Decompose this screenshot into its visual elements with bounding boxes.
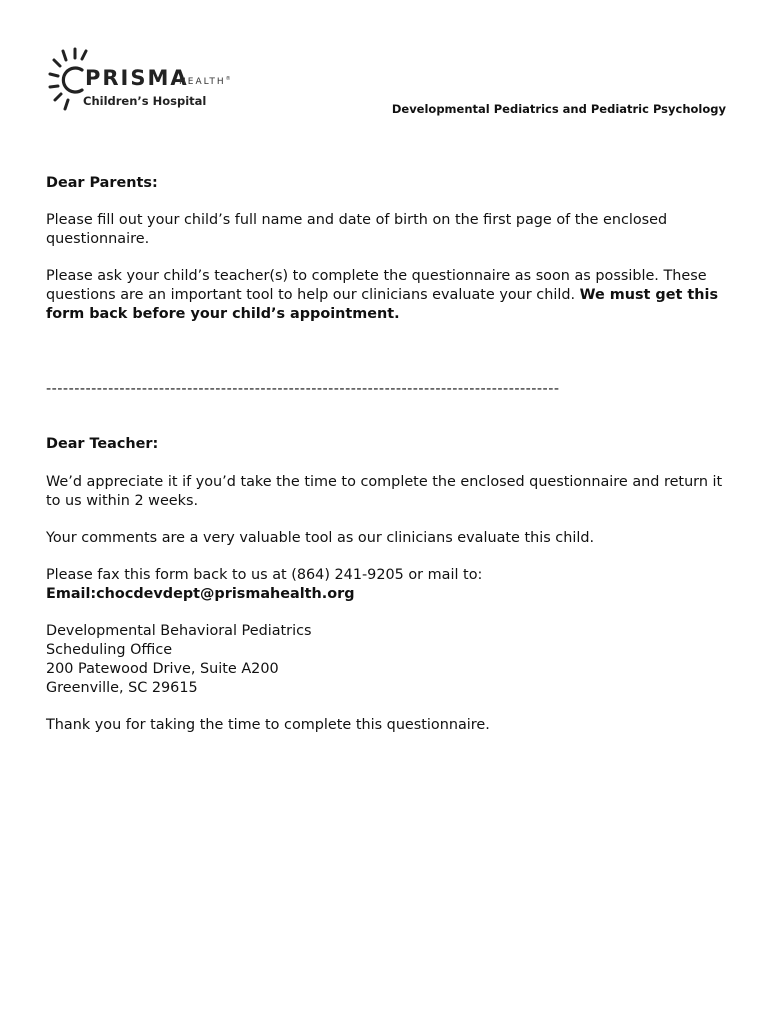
- section-divider: -------------------------------------------------------------------------------------------: [46, 381, 560, 397]
- address-line-1: Developmental Behavioral Pediatrics: [46, 623, 312, 639]
- email-line[interactable]: Email:chocdevdept@prismahealth.org: [46, 586, 355, 602]
- teacher-paragraph-2: Your comments are a very valuable tool as our clinicians evaluate this child.: [46, 530, 595, 546]
- letter-body: [46, 174, 726, 735]
- logo-health-text: HEALTH®: [179, 76, 233, 87]
- parents-paragraph-2-text: Please ask your child’s teacher(s) to complete the questionnaire as soon as possible. These questions are an important tool to help our clinicians evaluate your child.: [46, 268, 707, 303]
- mailing-address: [46, 622, 726, 698]
- address-line-4: Greenville, SC 29615: [46, 680, 198, 696]
- parents-paragraph-2-emphasis: We must get this form back before your child’s appointment.: [46, 287, 719, 322]
- parents-paragraph-1: Please fill out your child’s full name and date of birth on the first page of the enclosed questionnaire.: [46, 212, 668, 247]
- logo-subtitle: Children’s Hospital: [83, 94, 207, 108]
- prisma-health-logo: [46, 46, 266, 116]
- fax-instructions: Please fax this form back to us at (864) 241-9205 or mail to:: [46, 567, 483, 583]
- parents-greeting: Dear Parents:: [46, 175, 158, 191]
- teacher-greeting: Dear Teacher:: [46, 436, 159, 452]
- address-line-2: Scheduling Office: [46, 642, 173, 658]
- teacher-paragraph-1: We’d appreciate it if you’d take the time to complete the enclosed questionnaire and return it to us within 2 weeks.: [46, 474, 723, 509]
- sunburst-logo-icon: [46, 46, 88, 116]
- department-title: Developmental Pediatrics and Pediatric Psychology: [391, 102, 726, 116]
- parents-paragraph-2: [46, 267, 726, 324]
- logo-brand-text: PRISMA: [85, 66, 189, 90]
- address-line-3: 200 Patewood Drive, Suite A200: [46, 661, 279, 677]
- thank-you-line: Thank you for taking the time to complete this questionnaire.: [46, 717, 490, 733]
